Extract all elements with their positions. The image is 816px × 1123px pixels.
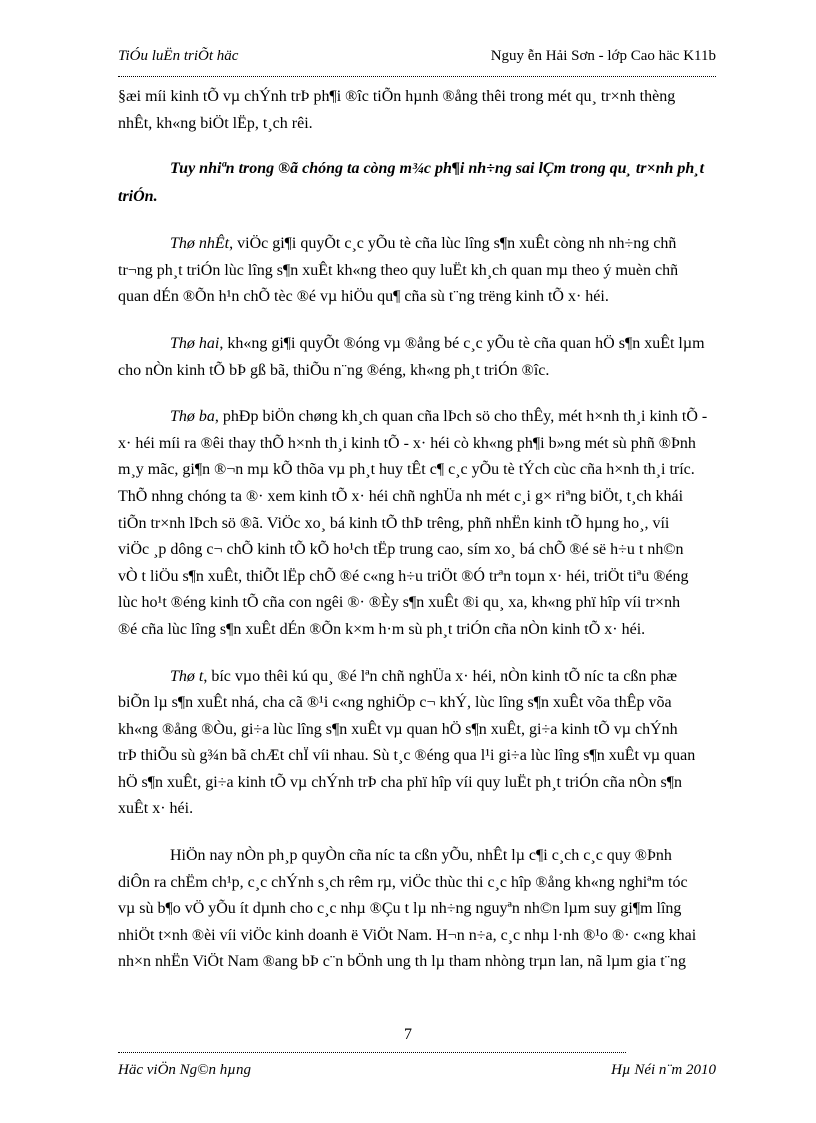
text-line: kh«ng ®ång ®Òu, gi÷a lùc lîng s¶n xuÊt vµ quan hÖ s¶n xuÊt, gi÷a kinh tÕ vµ chÝnh [118, 720, 678, 738]
text-line: viÖc ¸p dông c¬ chÕ kinh tÕ kÕ ho¹ch tËp trung cao, sím xo¸ bá chÕ ®é së h÷u t nh©n [118, 541, 684, 559]
paragraph-lead: Thø t [170, 667, 204, 685]
paragraph-fifth [118, 843, 744, 976]
text-line: ThÕ nhng chóng ta ®· xem kinh tÕ x· héi chñ nghÜa nh mét c¸i g× riªng biÖt, t¸ch khái [118, 487, 684, 505]
text-line: diÔn ra chËm ch¹p, c¸c chÝnh s¸ch rêm rµ, viÖc thùc thi c¸c hîp ®ång kh«ng nghiªm tóc [118, 873, 688, 891]
text-line: hÖ s¶n xuÊt, gi÷a kinh tÕ vµ chÝnh trÞ cha phï hîp víi quy luËt ph¸t triÓn cña nÒn s¶n [118, 773, 682, 791]
text-line: vÒ t liÖu s¶n xuÊt, thiÕt lËp chÕ ®é c«ng h÷u triÖt ®Ó trªn toµn x· héi, triÖt tiªu ®éng [118, 567, 689, 585]
page-header [118, 48, 716, 70]
footer-divider [118, 1052, 626, 1053]
text-line: tr¬ng ph¸t triÓn lùc lîng s¶n xuÊt kh«ng theo quy luËt kh¸ch quan mµ theo ý muèn chñ [118, 261, 679, 279]
text-fragment: , viÖc gi¶i quyÕt c¸c yÕu tè cña lùc lîng s¶n xuÊt còng nh nh÷ng chñ [229, 235, 677, 253]
text-line: ®é cña lùc lîng s¶n xuÊt dÉn ®Õn k×m h·m sù ph¸t triÓn cña nÒn kinh tÕ x· héi. [118, 620, 646, 638]
text-line: biÕn lµ s¶n xuÊt nhá, cha cã ®¹i c«ng nghiÖp c¬ khÝ, lùc lîng s¶n xuÊt võa thÊp võa [118, 694, 672, 712]
body-text [118, 84, 744, 976]
text-line: vµ sù b¶o vÖ yÕu ít dµnh cho c¸c nhµ ®Çu t lµ nh÷ng nguyªn nh©n lµm suy gi¶m lîng [118, 900, 682, 918]
text-line: HiÖn nay nÒn ph¸p quyÒn cña níc ta cßn yÕu, nhÊt lµ c¶i c¸ch c¸c quy ®Þnh [170, 847, 672, 865]
paragraph-lead: Thø nhÊt [170, 235, 230, 253]
page-number: 7 [404, 1026, 412, 1043]
text-fragment: , phÐp biÖn chøng kh¸ch quan cña lÞch sö cho thÊy, mét h×nh th¸i kinh tÕ - [214, 408, 708, 426]
paragraph-second [118, 331, 744, 384]
text-line: §æi míi kinh tÕ vµ chÝnh trÞ ph¶i ®îc tiÕn hµnh ®ång thêi trong mét qu¸ tr×nh thèng [118, 88, 676, 105]
header-author: Nguy ễn Hải Sơn - lớp Cao häc K11b [490, 48, 716, 64]
heading-line: triÓn. [118, 188, 158, 206]
paragraph-fourth [118, 664, 744, 824]
header-title: TiÓu luËn triÕt häc [118, 48, 239, 64]
paragraph-lead: Thø hai [170, 334, 220, 352]
header-divider [118, 76, 716, 77]
section-heading [118, 155, 744, 211]
text-line [118, 231, 744, 258]
text-line [118, 331, 744, 358]
text-line [118, 664, 744, 691]
heading-line: Tuy nhiªn trong ®ã chóng ta còng m¾c ph¶i nh÷ng sai lÇm trong qu¸ tr×nh ph¸t [170, 160, 705, 178]
paragraph-intro [118, 84, 744, 137]
text-line: xuÊt x· héi. [118, 800, 194, 818]
text-fragment: , bíc vµo thêi kú qu¸ ®é lªn chñ nghÜa x· héi, nÒn kinh tÕ níc ta cßn phæ [203, 667, 678, 685]
text-line: x· héi míi ra ®êi thay thÕ h×nh th¸i kinh tÕ - x· héi cò kh«ng ph¶i b»ng mét sù phñ ®Þnh [118, 434, 696, 452]
text-line: cho nÒn kinh tÕ bÞ gß bã, thiÕu n¨ng ®éng, kh«ng ph¸t triÓn ®îc. [118, 361, 550, 379]
text-line: m¸y mãc, gi¶n ®¬n mµ kÕ thõa vµ ph¸t huy tÊt c¶ c¸c yÕu tè tÝch cùc cña h×nh th¸i tríc. [118, 461, 695, 479]
text-line: quan dÉn ®Õn h¹n chÕ tèc ®é vµ hiÖu qu¶ cña sù t¨ng trëng kinh tÕ x· héi. [118, 288, 609, 306]
paragraph-first [118, 231, 744, 311]
footer-place-year: Hµ Néi n¨m 2010 [611, 1062, 716, 1078]
text-line: trÞ thiÕu sù g¾n bã chÆt chÏ víi nhau. Sù t¸c ®éng qua l¹i gi÷a lùc lîng s¶n xuÊt vµ quan [118, 747, 696, 765]
text-line: lùc ho¹t ®éng kinh tÕ cña con ngêi ®· ®Èy s¶n xuÊt ®i qu¸ xa, kh«ng phï hîp víi tr×nh [118, 594, 681, 612]
footer-institution: Häc viÖn Ng©n hµng [118, 1062, 251, 1078]
paragraph-lead: Thø ba [170, 408, 215, 426]
text-fragment: , kh«ng gi¶i quyÕt ®óng vµ ®ång bé c¸c yÕu tè cña quan hÖ s¶n xuÊt lµm [219, 334, 705, 352]
paragraph-third [118, 404, 744, 643]
text-line: nh×n nhËn ViÖt Nam ®ang bÞ c¨n bÖnh ung th lµ tham nhòng trµn lan, nã lµm gia t¨ng [118, 953, 686, 971]
text-line: tiÕn tr×nh lÞch sö ®ã. ViÖc xo¸ bá kinh tÕ thÞ trêng, phñ nhËn kinh tÕ hµng ho¸, víi [118, 514, 670, 532]
text-line: nhÊt, kh«ng biÖt lËp, t¸ch rêi. [118, 114, 313, 132]
text-line [118, 404, 744, 431]
text-line: nhiÖt t×nh ®èi víi viÖc kinh doanh ë ViÖt Nam. H¬n n÷a, c¸c nhµ l·nh ®¹o ®· c«ng khai [118, 926, 697, 944]
